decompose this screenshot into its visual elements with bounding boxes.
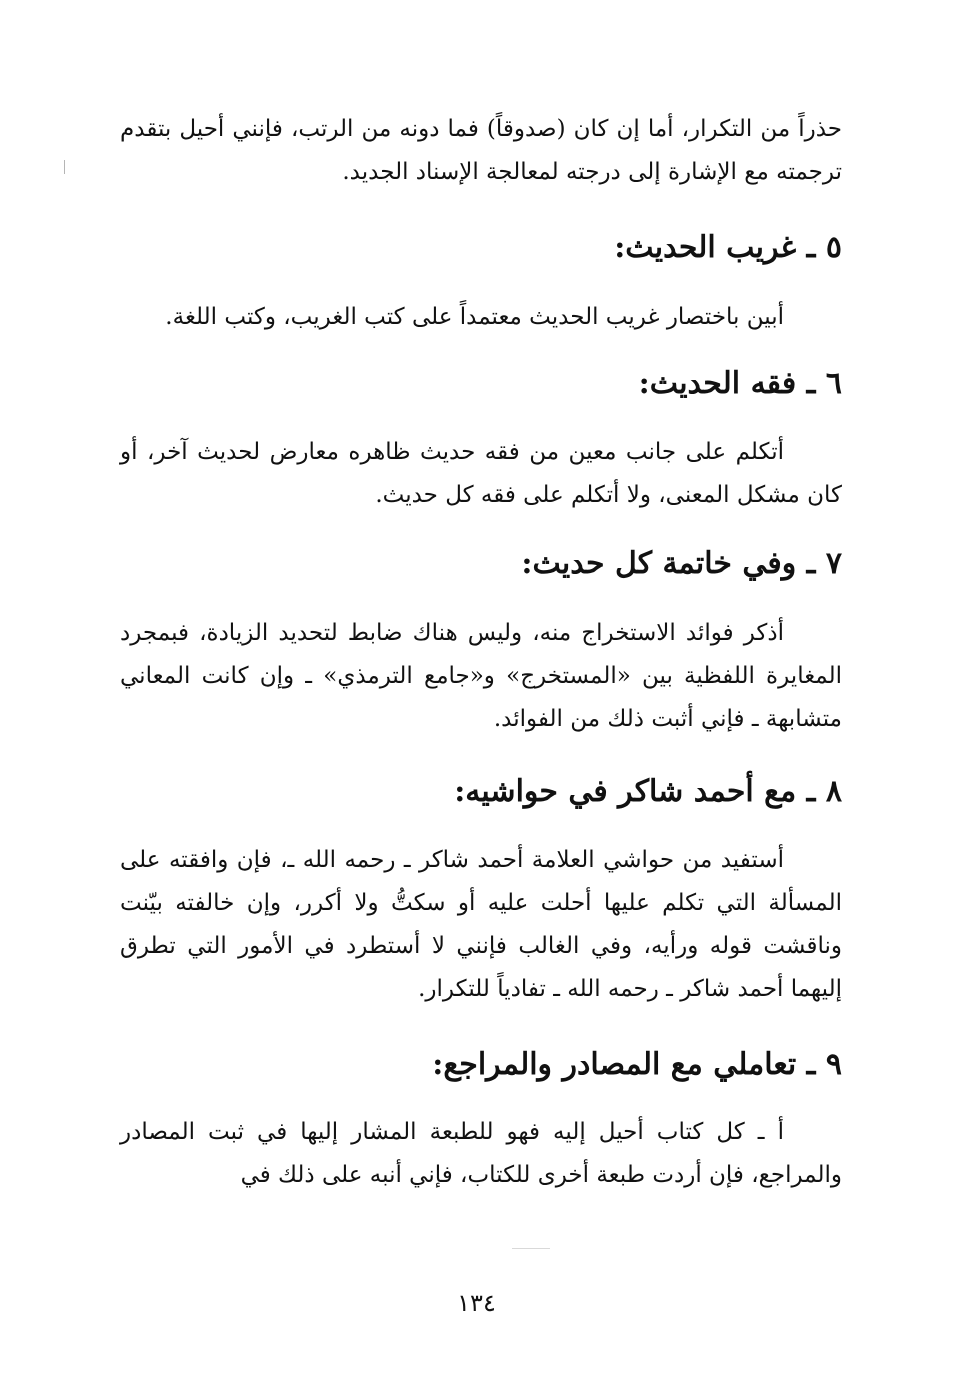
section-heading-8: ٨ ـ مع أحمد شاكر في حواشيه: bbox=[454, 774, 842, 809]
section-body-7: أذكر فوائد الاستخراج منه، وليس هناك ضابط لتحديد الزيادة، فبمجرد المغايرة اللفظية بين «المستخرج» و«جامع الترمذي» ـ وإن كانت المعاني متشابهة ـ فإني أثبت ذلك من الفوائد. bbox=[120, 620, 842, 732]
section-heading-6: ٦ ـ فقه الحديث: bbox=[638, 366, 842, 401]
section-body-8: أستفيد من حواشي العلامة أحمد شاكر ـ رحمه الله ـ، فإن وافقته على المسألة التي تكلم عليها أحلت عليه أو سكتُّ ولا أكرر، وإن خالفته بيّنت وناقشت قوله ورأيه، وفي الغالب فإنني لا أستطرد في الأمور التي تطرق إليهما أحمد شاكر ـ رحمه الله ـ تفادياً للتكرار. bbox=[120, 847, 843, 1002]
section-body-9: أ ـ كل كتاب أحيل إليه فهو للطبعة المشار إليها في ثبت المصادر والمراجع، فإن أردت طبعة أخرى للكتاب، فإني أنبه على ذلك في bbox=[120, 1119, 842, 1188]
margin-mark bbox=[64, 160, 65, 174]
faint-mark bbox=[512, 1248, 550, 1249]
continuation-paragraph: حذراً من التكرار، أما إن كان (صدوقاً) فما دونه من الرتب، فإنني أحيل بتقدم ترجمته مع الإشارة إلى درجته لمعالجة الإسناد الجديد. bbox=[120, 116, 842, 185]
section-heading-5: ٥ ـ غريب الحديث: bbox=[614, 230, 842, 265]
section-heading-7: ٧ ـ وفي خاتمة كل حديث: bbox=[521, 546, 842, 581]
section-heading-9: ٩ ـ تعاملي مع المصادر والمراجع: bbox=[432, 1047, 842, 1082]
page-number: ١٣٤ bbox=[457, 1289, 496, 1317]
section-body-6: أتكلم على جانب معين من فقه حديث ظاهره معارض لحديث آخر، أو كان مشكل المعنى، ولا أتكلم على فقه كل حديث. bbox=[120, 439, 842, 508]
section-body-5: أبين باختصار غريب الحديث معتمداً على كتب الغريب، وكتب اللغة. bbox=[165, 304, 784, 330]
